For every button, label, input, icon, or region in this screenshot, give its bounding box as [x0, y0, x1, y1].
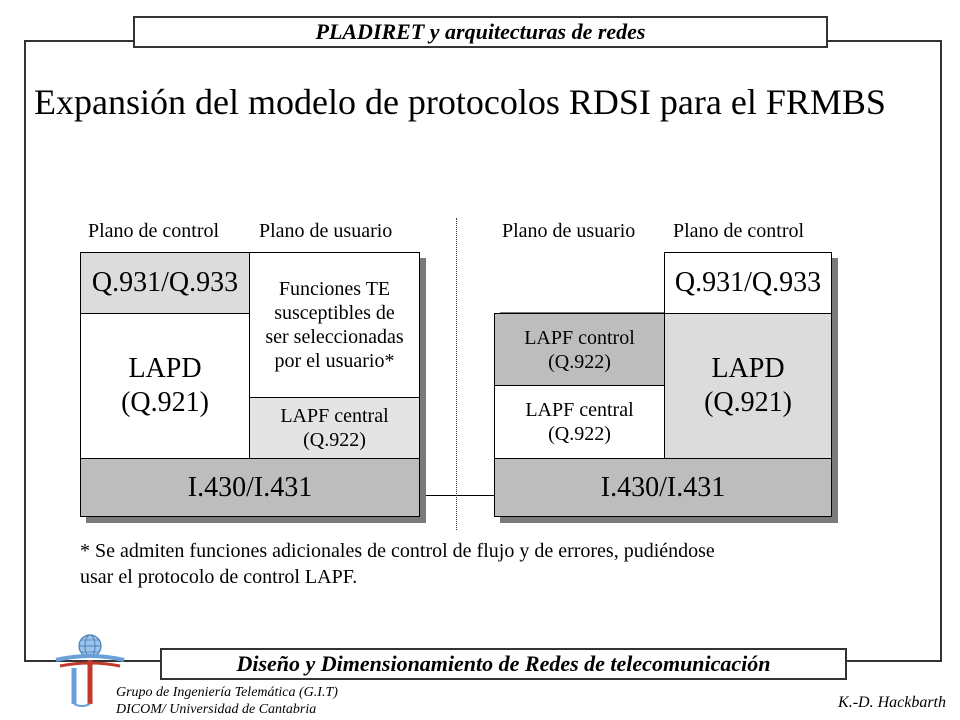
course-title: PLADIRET y arquitecturas de redes [133, 16, 828, 48]
left-lapf-central-line1: LAPF central [280, 405, 389, 427]
group-line2: DICOM/ Universidad de Cantabria [116, 702, 317, 717]
right-stack-gap [492, 252, 664, 312]
right-lapf-central-line2: (Q.922) [548, 423, 611, 445]
author-name: K.-D. Hackbarth [838, 694, 946, 711]
footnote [80, 538, 870, 590]
right-lapf-control-line2: (Q.922) [548, 350, 611, 373]
right-lapf-control-box [494, 313, 665, 386]
right-control-plane-label: Plano de control [673, 220, 805, 242]
footnote-line1: * Se admiten funciones adicionales de control de flujo y de errores, pudiéndose [80, 540, 715, 562]
interface-link-line [426, 495, 494, 496]
left-physical-label: I.430/I.431 [187, 471, 313, 503]
left-control-plane-label: Plano de control [88, 220, 220, 242]
left-lapd-line2: (Q.921) [121, 387, 209, 418]
right-physical-label: I.430/I.431 [600, 471, 726, 503]
left-q931-label: Q.931/Q.933 [91, 267, 239, 298]
left-lapd-line1: LAPD [128, 353, 202, 384]
right-lapd-box [664, 313, 832, 459]
left-lapd-box [80, 313, 250, 459]
right-lapf-control-line1: LAPF control [524, 326, 635, 349]
te-functions-line1: Funciones TE [278, 278, 391, 300]
right-lapf-central-line1: LAPF central [525, 399, 634, 421]
te-functions-line4: por el usuario* [274, 350, 395, 372]
right-lapd-line1: LAPD [711, 353, 785, 384]
right-lapf-central-box [494, 385, 665, 459]
right-q931-box [664, 252, 832, 314]
group-line1: Grupo de Ingeniería Telemática (G.I.T) [116, 685, 338, 700]
right-lapd-line2: (Q.921) [704, 387, 792, 418]
course-name: Diseño y Dimensionamiento de Redes de telecomunicación [160, 648, 847, 680]
left-physical-box [80, 458, 420, 517]
slide-title: Expansión del modelo de protocolos RDSI para el FRMBS [34, 82, 886, 122]
right-q931-label: Q.931/Q.933 [674, 267, 822, 298]
left-lapf-central-line2: (Q.922) [303, 429, 366, 451]
plane-separator-line [456, 218, 457, 530]
footnote-line2: usar el protocolo de control LAPF. [80, 566, 358, 588]
group-credit [116, 684, 338, 718]
right-physical-box [494, 458, 832, 517]
right-user-plane-label: Plano de usuario [502, 220, 636, 242]
te-functions-line2: susceptibles de [274, 302, 395, 324]
left-q931-box [80, 252, 250, 314]
left-user-plane-label: Plano de usuario [259, 220, 393, 242]
te-functions-line3: ser seleccionadas [265, 326, 404, 348]
left-te-functions-box [249, 252, 420, 398]
left-lapf-central-box [249, 397, 420, 459]
